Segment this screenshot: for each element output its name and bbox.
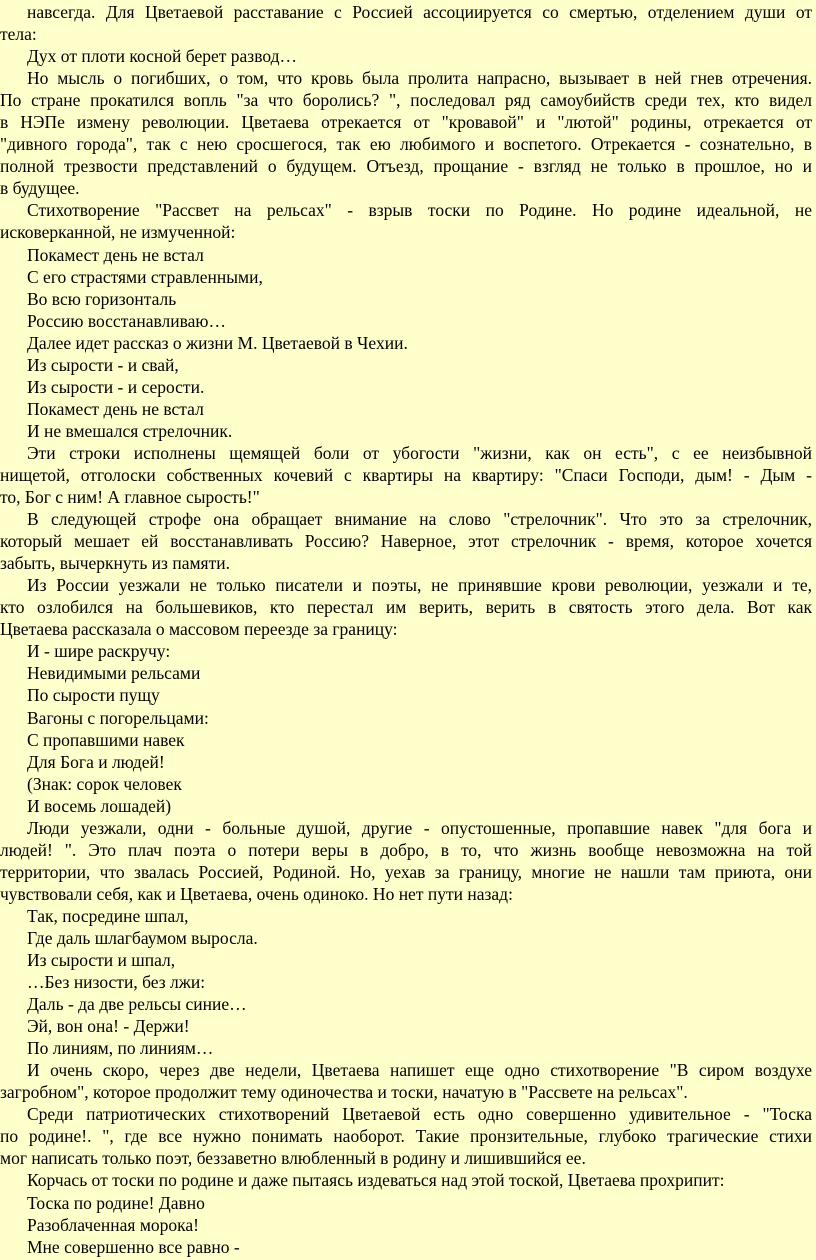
verse-line: И не вмешался стрелочник. bbox=[27, 420, 233, 441]
text-line: По стране прокатился вопль "за что боролись? ", последовал ряд самоубийств среди тех, кто видел bbox=[0, 90, 812, 111]
verse-line: …Без низости, без лжи: bbox=[27, 972, 206, 993]
verse-line: (Знак: сорок человек bbox=[27, 773, 182, 794]
text-line: нищетой, отголоски собственных кочевий с квартиры на квартиру: "Спаси Господи, дым! - Дым - bbox=[0, 464, 812, 485]
text-line: территории, что звалась Россией, Родиной. Но, уехав за границу, многие не нашли там приюта, они bbox=[0, 861, 812, 882]
text-line: тела: bbox=[0, 24, 37, 45]
text-line: чувствовали себя, как и Цветаева, очень одиноко. Но нет пути назад: bbox=[0, 883, 513, 904]
text-line: забыть, вычеркнуть из памяти. bbox=[0, 553, 230, 574]
text-line: полной трезвости представлений о будущем. Отъезд, прощание - взгляд не только в прошлое, но и bbox=[0, 156, 812, 177]
text-line: Корчась от тоски по родине и даже пытаясь издеваться над этой тоской, Цветаева прохрипит: bbox=[27, 1170, 725, 1191]
verse-line: По сырости пущу bbox=[27, 685, 160, 706]
verse-line: Для Бога и людей! bbox=[27, 751, 165, 772]
text-line: И очень скоро, через две недели, Цветаева напишет еще одно стихотворение "В сиром воздухе bbox=[27, 1060, 812, 1081]
text-line: загробном", которое продолжит тему одиночества и тоски, начатую в "Рассвете на рельсах". bbox=[0, 1082, 688, 1103]
text-line: людей! ". Это плач поэта о потери веры в добро, в то, что жизнь вообще невозможна на той bbox=[0, 839, 812, 860]
verse-line: Даль - да две рельсы синие… bbox=[27, 994, 247, 1015]
verse-line: И восемь лошадей) bbox=[27, 795, 172, 816]
text-line: Но мысль о погибших, о том, что кровь была пролита напрасно, вызывает в ней гнев отречения. bbox=[27, 68, 812, 89]
verse-line: Из сырости и шпал, bbox=[27, 950, 176, 971]
verse-line: Невидимыми рельсами bbox=[27, 663, 201, 684]
verse-line: Далее идет рассказ о жизни М. Цветаевой в Чехии. bbox=[27, 332, 408, 353]
verse-line: Во всю горизонталь bbox=[27, 288, 177, 309]
verse-line: Из сырости - и серости. bbox=[27, 376, 205, 397]
text-line: то, Бог с ним! А главное сырость!" bbox=[0, 487, 260, 508]
text-line: навсегда. Для Цветаевой расставание с Россией ассоциируется со смертью, отделением души от bbox=[27, 2, 812, 22]
verse-line: Покамест день не встал bbox=[27, 244, 204, 265]
text-line: Среди патриотических стихотворений Цветаевой есть одно совершенно удивительное - "Тоска bbox=[27, 1104, 812, 1125]
text-line: "дивного города", так с нею сросшегося, так ею любимого и воспетого. Отрекается - сознательно, в bbox=[0, 134, 812, 155]
verse-line: Мне совершенно все равно - bbox=[27, 1236, 240, 1257]
text-line: в будущее. bbox=[0, 178, 80, 199]
verse-line: Разоблаченная морока! bbox=[27, 1214, 199, 1235]
text-line: который мешает ей восстанавливать Россию? Наверное, этот стрелочник - время, которое хочется bbox=[0, 531, 812, 552]
verse-line: И - шире раскручу: bbox=[27, 641, 171, 662]
text-line: Люди уезжали, одни - больные душой, другие - опустошенные, пропавшие навек "для бога и bbox=[27, 817, 812, 838]
text-line: Из России уезжали не только писатели и поэты, не принявшие крови революции, уезжали и те, bbox=[27, 575, 812, 596]
verse-line: Вагоны с погорельцами: bbox=[27, 707, 209, 728]
text-line: исковерканной, не измученной: bbox=[0, 222, 236, 243]
text-line: Эти строки исполнены щемящей боли от убогости "жизни, как он есть", с ее неизбывной bbox=[27, 442, 812, 463]
verse-line: Где даль шлагбаумом выросла. bbox=[27, 927, 258, 948]
verse-line: С пропавшими навек bbox=[27, 729, 185, 750]
text-line: мог написать только поэт, беззаветно влюбленный в родину и лишившийся ее. bbox=[0, 1148, 586, 1169]
verse-line: С его страстями стравленными, bbox=[27, 266, 263, 287]
verse-line: Дух от плоти косной берет развод… bbox=[27, 46, 297, 67]
verse-line: Тоска по родине! Давно bbox=[27, 1192, 205, 1213]
text-line: Цветаева рассказала о массовом переезде за границу: bbox=[0, 619, 398, 640]
text-line: в НЭПе измену революции. Цветаева отрекается от "кровавой" и "лютой" родины, отрекается от bbox=[0, 112, 812, 133]
text-line: по родине!. ", где все нужно понимать наоборот. Такие пронзительные, глубоко трагические стихи bbox=[0, 1126, 812, 1147]
verse-line: Из сырости - и свай, bbox=[27, 354, 179, 375]
text-line: Стихотворение "Рассвет на рельсах" - взрыв тоски по Родине. Но родине идеальной, не bbox=[27, 200, 812, 221]
document-body bbox=[0, 1, 812, 1258]
verse-line: Россию восстанавливаю… bbox=[27, 310, 226, 331]
verse-line: По линиям, по линиям… bbox=[27, 1038, 214, 1059]
text-line: кто озлобился на большевиков, кто перестал им верить, верить в святость этого дела. Вот как bbox=[0, 597, 812, 618]
verse-line: Покамест день не встал bbox=[27, 398, 204, 419]
text-line: В следующей строфе она обращает внимание на слово "стрелочник". Что это за стрелочник, bbox=[27, 509, 812, 530]
verse-line: Так, посредине шпал, bbox=[27, 905, 189, 926]
verse-line: Эй, вон она! - Держи! bbox=[27, 1016, 190, 1037]
